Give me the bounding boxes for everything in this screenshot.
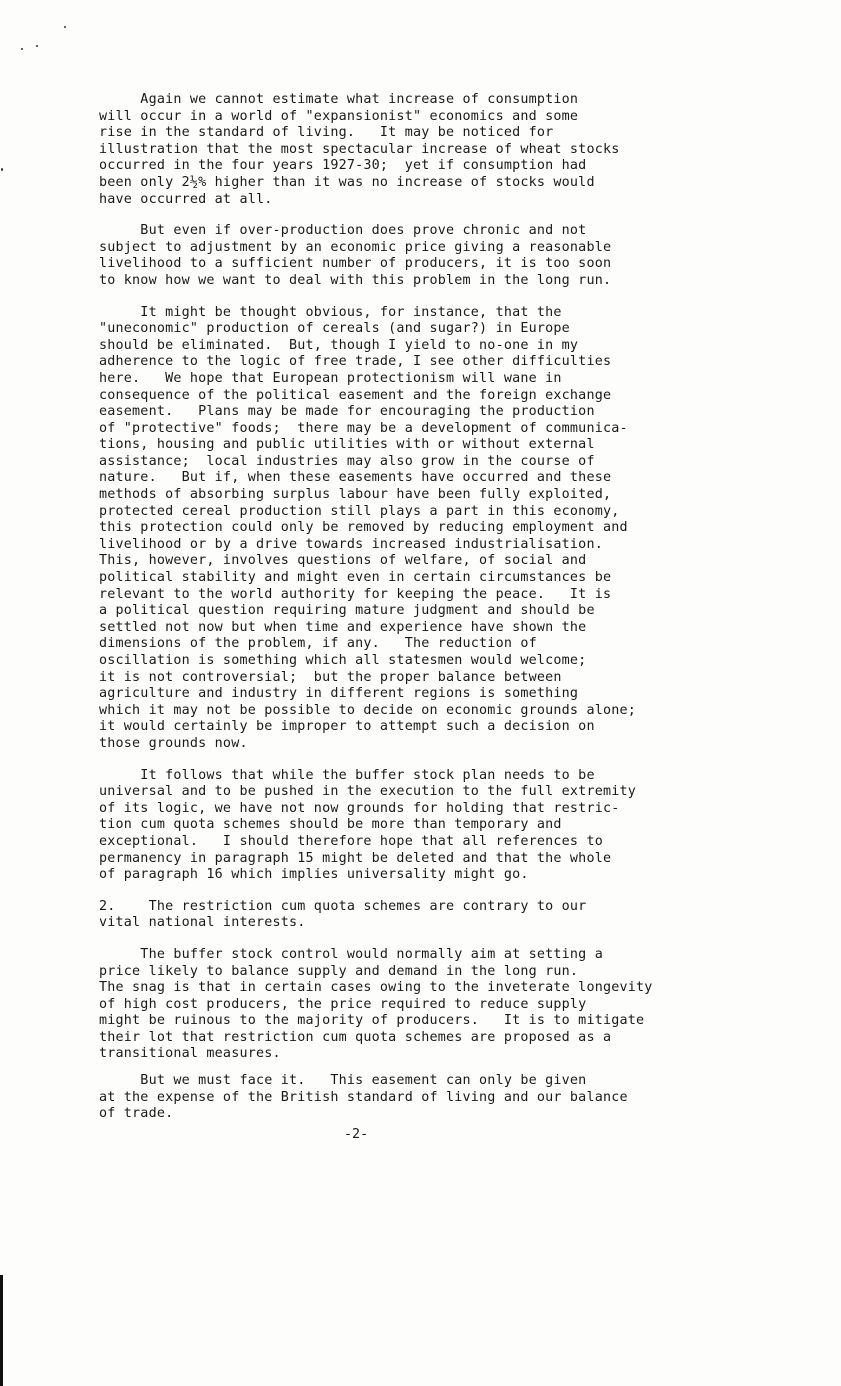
text-line: of "protective" foods; there may be a development of communica- — [99, 420, 628, 436]
paragraph-gap — [99, 884, 779, 899]
text-line: It follows that while the buffer stock plan needs to be — [99, 767, 595, 783]
text-line: exceptional. I should therefore hope that all references to — [99, 833, 603, 849]
text-line: those grounds now. — [99, 735, 248, 751]
text-line: nature. But if, when these easements have occurred and these — [99, 470, 612, 486]
body-text — [99, 92, 779, 1123]
paragraph-gap — [99, 1063, 779, 1073]
text-line: livelihood to a sufficient number of producers, it is too soon — [99, 256, 612, 272]
paragraph-gap — [99, 208, 779, 223]
text-line: livelihood or by a drive towards increased industrialisation. — [99, 536, 603, 552]
text-line: this protection could only be removed by reducing employment and — [99, 520, 628, 536]
text-line: The snag is that in certain cases owing to the inveterate longevity — [99, 980, 653, 996]
text-line: have occurred at all. — [99, 191, 273, 207]
text-line: It might be thought obvious, for instance, that the — [99, 304, 562, 320]
paragraph-gap — [99, 932, 779, 947]
text-line: it would certainly be improper to attempt such a decision on — [99, 719, 595, 735]
text-line: methods of absorbing surplus labour have been fully exploited, — [99, 487, 612, 503]
text-line: protected cereal production still plays a part in this economy, — [99, 503, 620, 519]
text-line: consequence of the political easement and the foreign exchange — [99, 387, 612, 403]
text-line: might be ruinous to the majority of producers. It is to mitigate — [99, 1013, 645, 1029]
text-line: vital national interests. — [99, 915, 306, 931]
text-line: settled not now but when time and experience have shown the — [99, 619, 587, 635]
section-heading-2 — [99, 899, 779, 932]
text-line: of its logic, we have not now grounds for holding that restric- — [99, 800, 620, 816]
text-line: rise in the standard of living. It may be noticed for — [99, 125, 554, 141]
text-line: transitional measures. — [99, 1046, 281, 1062]
scan-speck — [36, 45, 38, 47]
text-line: will occur in a world of "expansionist" economics and some — [99, 108, 579, 124]
text-line: tions, housing and public utilities with or without external — [99, 437, 595, 453]
text-line: But we must face it. This easement can only be given — [99, 1073, 587, 1089]
text-line: which it may not be possible to decide on economic grounds alone; — [99, 702, 637, 718]
text-line: dimensions of the problem, if any. The reduction of — [99, 636, 537, 652]
text-line: their lot that restriction cum quota schemes are proposed as a — [99, 1029, 612, 1045]
paragraph-over-production — [99, 223, 779, 289]
text-line: 2. The restriction cum quota schemes are contrary to our — [99, 898, 587, 914]
text-line: should be eliminated. But, though I yield to no-one in my — [99, 337, 579, 353]
text-line: Again we cannot estimate what increase of consumption — [99, 92, 579, 107]
text-line: a political question requiring mature judgment and should be — [99, 603, 595, 619]
text-line: of paragraph 16 which implies universality might go. — [99, 867, 529, 883]
text-line: to know how we want to deal with this problem in the long run. — [99, 272, 612, 288]
page-number: -2- — [344, 1127, 369, 1142]
text-line: assistance; local industries may also grow in the course of — [99, 453, 595, 469]
text-line: been only 2½% higher than it was no increase of stocks would — [99, 174, 595, 190]
text-line: it is not controversial; but the proper balance between — [99, 669, 562, 685]
text-line: political stability and might even in certain circumstances be — [99, 570, 612, 586]
text-line: at the expense of the British standard of living and our balance — [99, 1089, 628, 1105]
paragraph-buffer-stock — [99, 768, 779, 884]
text-line: subject to adjustment by an economic price giving a reasonable — [99, 239, 612, 255]
text-line: here. We hope that European protectionism will wane in — [99, 370, 562, 386]
text-line: price likely to balance supply and demand in the long run. — [99, 963, 579, 979]
paragraph-uneconomic-production — [99, 305, 779, 753]
text-line: occurred in the four years 1927-30; yet if consumption had — [99, 158, 587, 174]
scan-edge-mark — [0, 1275, 3, 1386]
text-line: The buffer stock control would normally aim at setting a — [99, 946, 603, 962]
text-line: relevant to the world authority for keeping the peace. It is — [99, 586, 612, 602]
scan-speck — [64, 26, 66, 28]
text-line: tion cum quota schemes should be more than temporary and — [99, 817, 562, 833]
paragraph-gap — [99, 290, 779, 305]
paragraph-face-it — [99, 1073, 779, 1123]
text-line: oscillation is something which all statesmen would welcome; — [99, 653, 587, 668]
text-line: illustration that the most spectacular increase of wheat stocks — [99, 141, 620, 157]
text-line: easement. Plans may be made for encouraging the production — [99, 404, 595, 420]
text-line: of trade. — [99, 1106, 174, 1122]
scan-speck — [1, 168, 3, 171]
text-line: agriculture and industry in different regions is something — [99, 686, 579, 702]
text-line: This, however, involves questions of welfare, of social and — [99, 553, 587, 569]
text-line: adherence to the logic of free trade, I see other difficulties — [99, 354, 612, 370]
paragraph-gap — [99, 753, 779, 768]
text-line: universal and to be pushed in the execution to the full extremity — [99, 784, 637, 800]
text-line: "uneconomic" production of cereals (and sugar?) in Europe — [99, 321, 570, 337]
text-line: But even if over-production does prove chronic and not — [99, 223, 587, 239]
paragraph-consumption — [99, 92, 779, 208]
paragraph-buffer-stock-control — [99, 947, 779, 1063]
text-line: of high cost producers, the price required to reduce supply — [99, 996, 587, 1012]
text-line: permanency in paragraph 15 might be deleted and that the whole — [99, 850, 612, 866]
scan-speck — [21, 48, 23, 50]
